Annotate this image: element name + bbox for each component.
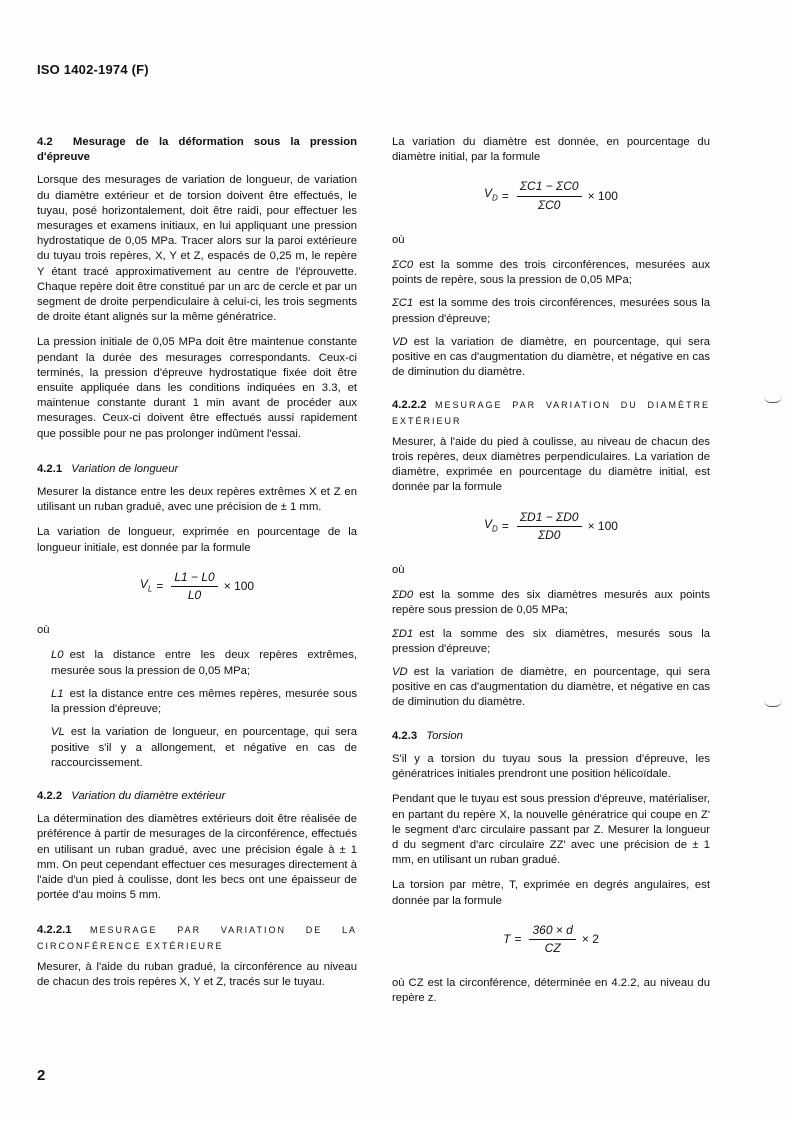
- definition-text: est la somme des trois circonférences, mesurées sous la pression d'épreuve;: [392, 297, 710, 325]
- formula-fraction: [171, 570, 217, 603]
- definition-text: est la variation de diamètre, en pourcentage, qui sera positive en cas d'augmentation du diamètre, et négative en cas de diminution du diamètre.: [392, 666, 710, 709]
- formula-lhs: T: [503, 931, 511, 946]
- binding-mark: [764, 396, 782, 403]
- definition-symbol: VD: [392, 666, 408, 679]
- section-title: Torsion: [426, 729, 463, 742]
- definition-item: [37, 648, 357, 678]
- section-number: 4.2.2: [37, 789, 63, 802]
- definition-text: est la distance entre ces mêmes repères, mesurée sous la pression d'épreuve;: [51, 687, 357, 716]
- definition-text: est la distance entre les deux repères extrêmes, mesurée sous la pression de 0,05 MPa;: [51, 649, 357, 677]
- paragraph: où CZ est la circonférence, déterminée en 4.2.2, au niveau du repère z.: [392, 977, 710, 1005]
- formula-denominator: L0: [187, 588, 202, 603]
- definition-symbol: ΣC0: [392, 259, 414, 272]
- section-4-2-3-heading: [392, 729, 710, 744]
- paragraph: La variation du diamètre est donnée, en pourcentage du diamètre initial, par la formule: [392, 136, 710, 164]
- definition-item: [392, 627, 710, 657]
- page-number: 2: [37, 1067, 46, 1084]
- section-4-2-2-1-heading: [37, 923, 357, 953]
- definition-text: est la somme des six diamètres, mesurés sous la pression d'épreuve;: [392, 627, 710, 655]
- right-column: [392, 135, 710, 1017]
- section-4-2-2-2-heading: [392, 398, 710, 428]
- formula-fraction: [517, 510, 582, 543]
- formula-fraction: [529, 923, 575, 956]
- formula-caliper-diameter-variation: $V_D$ = $\frac{\Sigma D1 - \Sigma D0}{\Sigma D0}$ × 100: [484, 509, 618, 542]
- formula-numerator: L1 − L0: [171, 570, 217, 587]
- section-title: MESURAGE PAR VARIATION DU DIAMÈTRE EXTÉRIEUR: [392, 400, 711, 426]
- definition-text: est la variation de longueur, en pourcentage, qui sera positive s'il y a allongement, et négative en cas de raccourcissement.: [51, 726, 357, 769]
- left-column: [37, 135, 357, 1000]
- document-header: ISO 1402-1974 (F): [37, 62, 149, 77]
- formula-lhs: $V_D$: [484, 186, 498, 203]
- section-title: MESURAGE PAR VARIATION DE LA CIRCONFÉRENCE EXTÉRIEURE: [37, 925, 358, 951]
- definition-symbol: L0: [51, 649, 64, 662]
- definition-symbol: ΣD0: [392, 589, 414, 602]
- where-label: où: [37, 624, 50, 637]
- formula-denominator: ΣC0: [537, 197, 561, 212]
- section-number: 4.2.2.2: [392, 399, 427, 412]
- section-number: 4.2.2.1: [37, 924, 72, 937]
- paragraph: Pendant que le tuyau est sous pression d'épreuve, matérialiser, en partant du repère X, la nouvelle génératrice qui coupe en Z' le segment d'arc circulaire passant par Z. Mesurer la longueur d du segment d'arc circulaire ZZ' avec une précision de ± 1 mm, en utilisant un ruban gradué.: [392, 793, 710, 867]
- formula-numerator: ΣD1 − ΣD0: [517, 510, 582, 527]
- formula-multiplier: × 2: [581, 931, 599, 946]
- formula-denominator: CZ: [544, 940, 561, 955]
- paragraph: La torsion par mètre, T, exprimée en degrés angulaires, est donnée par la formule: [392, 879, 710, 907]
- definition-text: est la somme des trois circonférences, mesurées aux points de repère, sous la pression de 0,05 MPa;: [392, 259, 710, 287]
- formula-multiplier: × 100: [223, 578, 255, 593]
- section-4-2-1-heading: [37, 462, 357, 477]
- paragraph: S'il y a torsion du tuyau sous la pression d'épreuve, les génératrices initiales prendront une position hélicoïdale.: [392, 752, 710, 781]
- definition-item: [37, 725, 357, 771]
- formula-diameter-variation: $V_D$ = $\frac{\Sigma C1 - \Sigma C0}{\Sigma C0}$ × 100: [484, 179, 618, 212]
- formula-multiplier: × 100: [587, 518, 618, 533]
- where-label: où: [392, 233, 405, 246]
- paragraph: La détermination des diamètres extérieurs doit être réalisée de préférence à partir de mesurages de la circonférence, effectués en utilisant un ruban gradué, avec une précision égale à ± 1 mm. On peut cependant effectuer ces mesurages directement à l'aide d'un pied à coulisse, dont les becs ont une épaisseur de portée d'au moins 5 mm.: [37, 813, 357, 902]
- paragraph: Mesurer la distance entre les deux repères extrêmes X et Z en utilisant un ruban gradué, avec une précision de ± 1 mm.: [37, 486, 357, 514]
- formula-lhs: $V_D$: [484, 516, 498, 533]
- definition-symbol: ΣD1: [392, 627, 414, 640]
- formula-length-variation: $V_L$ = $\frac{L1 - L0}{L0}$ × 100: [139, 569, 255, 603]
- section-title: Mesurage de la déformation sous la pression d'épreuve: [37, 136, 357, 164]
- where-label: où: [392, 564, 405, 577]
- paragraph: La variation de longueur, exprimée en pourcentage de la longueur initiale, est donnée par la formule: [37, 526, 357, 554]
- definition-item: [392, 296, 710, 326]
- formula-numerator: 360 × d: [529, 923, 575, 940]
- definition-item: [392, 335, 710, 381]
- section-title: Variation de longueur: [71, 462, 179, 475]
- definition-symbol: VD: [392, 335, 408, 348]
- definition-item: [392, 258, 710, 288]
- definition-symbol: L1: [51, 687, 64, 700]
- formula-torsion: T = $\frac{360 \times d}{CZ}$ × 2: [503, 922, 599, 955]
- formula-lhs: $V_L$: [139, 576, 153, 594]
- paragraph: Lorsque des mesurages de variation de longueur, de variation du diamètre extérieur et de torsion doivent être effectués, le tuyau, posé horizontalement, doit être raidi, pour effectuer les mesurages et examens initiaux, en lui appliquant une pression hydrostatique de 0,05 MPa. Tracer alors sur la paroi extérieure du tuyau trois repères, X, Y et Z, espacés de 0,25 m, le repère Y étant tracé approximativement au centre de l'éprouvette. Chaque repère doit être constitué par un arc de cercle et par un segment de droite perpendiculaire à celui-ci, les trois segments de droite étant alignés sur la même génératrice.: [37, 174, 357, 324]
- formula-numerator: ΣC1 − ΣC0: [517, 179, 582, 196]
- section-number: 4.2.1: [37, 462, 63, 475]
- definition-item: [392, 665, 710, 711]
- definition-text: est la somme des six diamètres mesurés aux points repère sous pression de 0,05 MPa;: [392, 589, 710, 617]
- section-title: Variation du diamètre extérieur: [71, 789, 226, 802]
- section-number: 4.2: [37, 136, 53, 148]
- definition-symbol: ΣC1: [392, 297, 414, 310]
- binding-mark: [764, 700, 782, 707]
- section-4-2-heading: [37, 135, 357, 165]
- formula-multiplier: × 100: [587, 188, 618, 203]
- formula-fraction: [517, 179, 582, 212]
- definition-item: [392, 588, 710, 618]
- section-number: 4.2.3: [392, 729, 418, 742]
- definition-symbol: VL: [51, 726, 65, 739]
- definition-item: [37, 687, 357, 717]
- paragraph: Mesurer, à l'aide du pied à coulisse, au niveau de chacun des trois repères, deux diamètres perpendiculaires. La variation de diamètre, exprimée en pourcentage du diamètre initial, est donnée par la formule: [392, 435, 710, 494]
- paragraph: La pression initiale de 0,05 MPa doit être maintenue constante pendant la durée des mesurages correspondants. Ceux-ci terminés, la pression d'épreuve hydrostatique fixée doit être ensuite appliquée dans les conditions indiquées en 3.3, et maintenue constante durant 1 min avant de procéder aux mesurages. Ceux-ci doivent être effectués aussi rapidement que possible pour ne pas prolonger indûment l'essai.: [37, 336, 357, 440]
- section-4-2-2-heading: [37, 789, 357, 804]
- formula-denominator: ΣD0: [537, 527, 561, 542]
- definition-text: est la variation de diamètre, en pourcentage, qui sera positive en cas d'augmentation du diamètre, et négative en cas de diminution du diamètre.: [392, 335, 710, 379]
- paragraph: Mesurer, à l'aide du ruban gradué, la circonférence au niveau de chacun des trois repères X, Y et Z, tracés sur le tuyau.: [37, 960, 357, 988]
